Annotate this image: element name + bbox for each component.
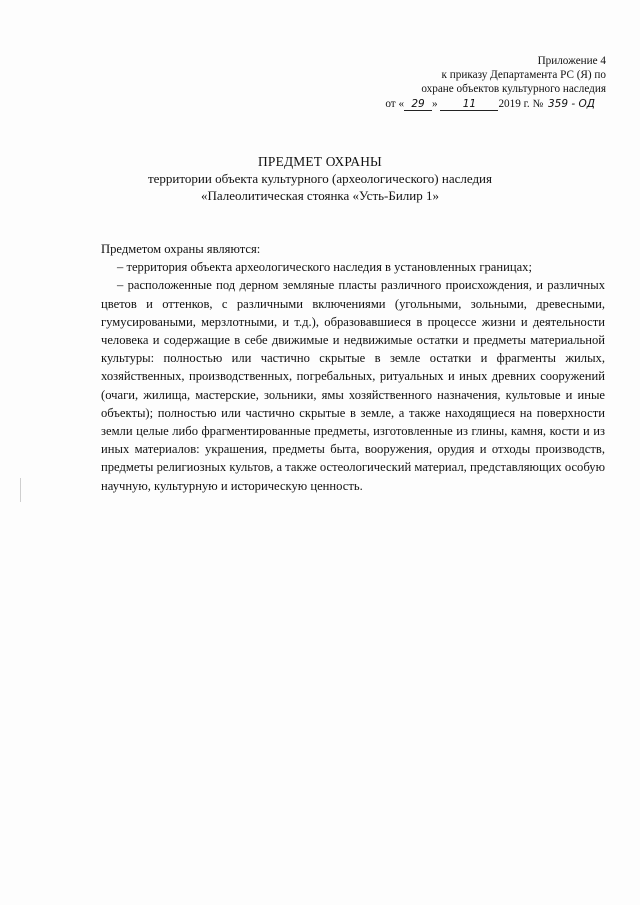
- date-month-handwritten: 11: [440, 99, 498, 111]
- appendix-header: [366, 54, 606, 111]
- heading-object-name: «Палеолитическая стоянка «Усть-Билир 1»: [200, 188, 440, 203]
- appendix-department: охране объектов культурного наследия: [421, 83, 606, 96]
- appendix-title: Приложение 4: [537, 55, 606, 67]
- order-number-handwritten: 359 - ОД: [548, 97, 595, 110]
- body-intro: Предметом охраны являются:: [101, 242, 261, 256]
- date-mid: »: [432, 97, 438, 110]
- body-item-layers: – расположенные под дерном земляные пласты различного происхождения, и различных цветов и оттенков, с различными включениями (угольными, зольными, древесными, гумусироваными, мерзлотными, и т.д.), образовавшиеся в процессе жизни и деятельности человека и содержащие в себе движимые и недвижимые остатки и предметы материальной культуры: полностью или частично скрытые в земле остатки и фрагменты жилых, хозяйственных, производственных, погребальных, ритуальных и иных древних сооружений (очаги, жилища, мастерские, зольники, ямы хозяйственного назначения, культовые и иные объекты); полностью или частично скрытые в земле, а также находящиеся на поверхности земли целые либо фрагментированные предметы, изготовленные из глины, камня, кости и из иных материалов: украшения, предметы быта, вооружения, орудия и отходы производств, предметы религиозных культов, а также остеологический материал, представляющих особую научную, культурную и историческую ценность.: [101, 278, 605, 493]
- scan-margin-mark: [20, 478, 21, 502]
- date-day-handwritten: 29: [404, 99, 432, 111]
- appendix-date-line: [366, 97, 606, 111]
- body-item-territory: – территория объекта археологического наследия в установленных границах;: [117, 260, 532, 275]
- date-prefix: от «: [385, 97, 405, 110]
- appendix-order-ref: к приказу Департамента РС (Я) по: [441, 69, 606, 82]
- date-year: 2019 г. №: [498, 97, 544, 110]
- heading-subtitle: территории объекта культурного (археологического) наследия: [147, 171, 492, 186]
- document-body: [101, 240, 605, 495]
- document-heading: [0, 153, 640, 204]
- page-title: ПРЕДМЕТ ОХРАНЫ: [258, 154, 382, 169]
